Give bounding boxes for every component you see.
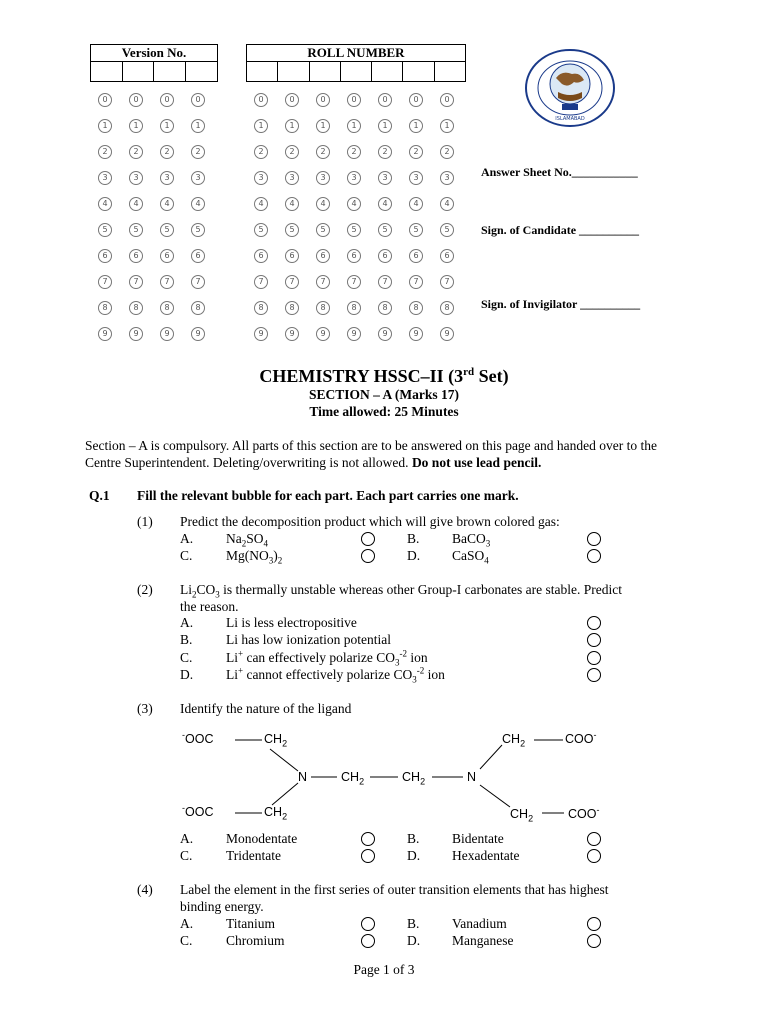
option-text: Manganese <box>452 933 514 948</box>
roll-digit-bubble[interactable]: 4 <box>409 197 423 211</box>
version-digit-bubble[interactable]: 4 <box>160 197 174 211</box>
roll-digit-box[interactable] <box>340 62 371 82</box>
roll-digit-bubble[interactable]: 1 <box>316 119 330 133</box>
roll-digit-bubble[interactable]: 0 <box>440 93 454 107</box>
roll-digit-bubble[interactable]: 4 <box>347 197 361 211</box>
version-digit-box[interactable] <box>154 62 186 82</box>
question-number: Q.1 <box>89 488 110 503</box>
roll-digit-bubble[interactable]: 6 <box>347 249 361 263</box>
roll-digit-bubble[interactable]: 7 <box>347 275 361 289</box>
option-text: BaCO$_3$ <box>452 531 491 549</box>
roll-digit-bubble[interactable]: 9 <box>347 327 361 341</box>
version-digit-bubble[interactable]: 2 <box>191 145 205 159</box>
roll-digit-bubble[interactable]: 5 <box>285 223 299 237</box>
version-digit-box[interactable] <box>91 62 123 82</box>
answer-bubble[interactable] <box>587 549 601 563</box>
roll-digit-bubble[interactable]: 6 <box>409 249 423 263</box>
roll-digit-bubble[interactable]: 3 <box>285 171 299 185</box>
roll-digit-bubble[interactable]: 2 <box>285 145 299 159</box>
roll-digit-bubble[interactable]: 2 <box>316 145 330 159</box>
methylene-group: $CH_2$ <box>510 807 534 824</box>
version-digit-bubble[interactable]: 8 <box>191 301 205 315</box>
roll-digit-bubble[interactable]: 2 <box>409 145 423 159</box>
version-label: Version No. <box>91 45 218 62</box>
answer-bubble[interactable] <box>587 616 601 630</box>
version-digit-bubble[interactable]: 0 <box>129 93 143 107</box>
part-3-question: Identify the nature of the ligand <box>180 701 352 716</box>
roll-digit-bubble[interactable]: 9 <box>316 327 330 341</box>
edta-ligand-diagram <box>180 725 610 825</box>
page-number: Page 1 of 3 <box>353 962 415 977</box>
roll-digit-bubble[interactable]: 5 <box>316 223 330 237</box>
roll-digit-bubble[interactable]: 6 <box>285 249 299 263</box>
version-digit-bubble[interactable]: 9 <box>129 327 143 341</box>
version-digit-bubble[interactable]: 0 <box>191 93 205 107</box>
carboxylate-group: COO- <box>565 729 597 746</box>
roll-digit-bubble[interactable]: 3 <box>440 171 454 185</box>
roll-digit-box[interactable] <box>247 62 278 82</box>
roll-digit-bubble[interactable]: 0 <box>316 93 330 107</box>
roll-digit-bubble[interactable]: 0 <box>347 93 361 107</box>
version-digit-bubble[interactable]: 9 <box>191 327 205 341</box>
roll-digit-bubble[interactable]: 9 <box>378 327 392 341</box>
methylene-group: $CH_2$ <box>264 732 288 749</box>
nitrogen-atom: N <box>298 770 308 784</box>
roll-digit-bubble[interactable]: 3 <box>378 171 392 185</box>
option-letter: B. <box>180 632 193 647</box>
roll-digit-bubble[interactable]: 6 <box>316 249 330 263</box>
roll-digit-box[interactable] <box>309 62 340 82</box>
version-digit-bubble[interactable]: 3 <box>191 171 205 185</box>
roll-digit-bubble[interactable]: 4 <box>378 197 392 211</box>
time-allowed: Time allowed: 25 Minutes <box>309 404 459 419</box>
answer-bubble[interactable] <box>587 917 601 931</box>
methylene-group: $CH_2$ <box>264 805 288 822</box>
version-digit-bubble[interactable]: 5 <box>160 223 174 237</box>
roll-digit-bubble[interactable]: 5 <box>409 223 423 237</box>
version-digit-bubble[interactable]: 5 <box>191 223 205 237</box>
roll-digit-bubble[interactable]: 9 <box>285 327 299 341</box>
version-digit-bubble[interactable]: 7 <box>98 275 112 289</box>
option-letter: D. <box>180 667 194 682</box>
option-letter: D. <box>407 933 421 948</box>
option-letter: A. <box>180 615 194 630</box>
ligand-bonds <box>180 725 610 825</box>
version-digit-bubble[interactable]: 1 <box>98 119 112 133</box>
version-digit-bubble[interactable]: 8 <box>160 301 174 315</box>
version-digit-bubble[interactable]: 2 <box>129 145 143 159</box>
board-logo <box>522 48 618 128</box>
question-instruction: Fill the relevant bubble for each part. Each part carries one mark. <box>137 488 519 503</box>
board-logo-icon <box>522 48 618 128</box>
svg-text:ISLAMABAD: ISLAMABAD <box>555 116 585 122</box>
version-digit-box[interactable] <box>186 62 218 82</box>
answer-bubble[interactable] <box>361 917 375 931</box>
roll-digit-bubble[interactable]: 1 <box>285 119 299 133</box>
roll-digit-bubble[interactable]: 6 <box>440 249 454 263</box>
roll-digit-bubble[interactable]: 2 <box>254 145 268 159</box>
option-letter: C. <box>180 933 193 948</box>
roll-digit-bubble[interactable]: 8 <box>316 301 330 315</box>
option-text: Li+ can effectively polarize $CO_3^{-2}$ ion <box>226 648 428 668</box>
version-digit-bubble[interactable]: 2 <box>98 145 112 159</box>
answer-bubble[interactable] <box>587 934 601 948</box>
version-digit-bubble[interactable]: 3 <box>129 171 143 185</box>
answer-bubble[interactable] <box>361 549 375 563</box>
option-text: Vanadium <box>452 916 507 931</box>
roll-digit-bubble[interactable]: 8 <box>378 301 392 315</box>
roll-digit-bubble[interactable]: 4 <box>316 197 330 211</box>
roll-digit-bubble[interactable]: 3 <box>347 171 361 185</box>
version-digit-bubble[interactable]: 5 <box>98 223 112 237</box>
roll-digit-bubble[interactable]: 2 <box>440 145 454 159</box>
roll-digit-bubble[interactable]: 0 <box>285 93 299 107</box>
roll-digit-bubble[interactable]: 0 <box>409 93 423 107</box>
option-letter: C. <box>180 848 193 863</box>
version-digit-bubble[interactable]: 3 <box>160 171 174 185</box>
roll-number-table <box>246 44 466 82</box>
answer-bubble[interactable] <box>587 668 601 682</box>
roll-digit-bubble[interactable]: 8 <box>409 301 423 315</box>
version-digit-bubble[interactable]: 0 <box>160 93 174 107</box>
version-digit-bubble[interactable]: 7 <box>160 275 174 289</box>
roll-digit-bubble[interactable]: 3 <box>409 171 423 185</box>
version-digit-bubble[interactable]: 6 <box>129 249 143 263</box>
roll-digit-box[interactable] <box>434 62 465 82</box>
option-letter: A. <box>180 531 194 546</box>
answer-bubble[interactable] <box>361 934 375 948</box>
option-letter: D. <box>407 548 421 563</box>
roll-digit-bubble[interactable]: 8 <box>347 301 361 315</box>
roll-digit-bubble[interactable]: 7 <box>409 275 423 289</box>
option-text: CaSO$_4$ <box>452 548 489 566</box>
option-text: Monodentate <box>226 831 298 846</box>
answer-sheet-number[interactable]: Answer Sheet No.___________ <box>481 165 638 179</box>
version-digit-bubble[interactable]: 6 <box>191 249 205 263</box>
answer-bubble[interactable] <box>587 651 601 665</box>
version-digit-bubble[interactable]: 8 <box>98 301 112 315</box>
roll-digit-bubble[interactable]: 5 <box>254 223 268 237</box>
option-text: Chromium <box>226 933 285 948</box>
version-digit-bubble[interactable]: 1 <box>129 119 143 133</box>
roll-digit-bubble[interactable]: 4 <box>254 197 268 211</box>
version-digit-bubble[interactable]: 9 <box>160 327 174 341</box>
version-digit-bubble[interactable]: 2 <box>160 145 174 159</box>
roll-digit-bubble[interactable]: 9 <box>254 327 268 341</box>
answer-bubble[interactable] <box>587 633 601 647</box>
part-2-question: $Li_2CO_3$ is thermally unstable whereas other Group-I carbonates are stable. Predict <box>180 582 622 600</box>
roll-digit-bubble[interactable]: 8 <box>440 301 454 315</box>
roll-digit-bubble[interactable]: 4 <box>285 197 299 211</box>
version-digit-bubble[interactable]: 1 <box>160 119 174 133</box>
roll-digit-box[interactable] <box>278 62 309 82</box>
option-text: $Mg(NO_3)_2$ <box>226 548 283 566</box>
carboxylate-group: -OOC <box>182 802 214 819</box>
roll-digit-bubble[interactable]: 3 <box>254 171 268 185</box>
section-heading: SECTION – A (Marks 17) <box>308 387 460 402</box>
version-number-table <box>90 44 218 82</box>
carboxylate-group: COO- <box>568 804 600 821</box>
methylene-group: $CH_2$ <box>502 732 526 749</box>
part-number: (1) <box>137 514 153 529</box>
version-digit-box[interactable] <box>122 62 154 82</box>
answer-bubble[interactable] <box>361 832 375 846</box>
part-number: (2) <box>137 582 153 597</box>
roll-digit-bubble[interactable]: 7 <box>285 275 299 289</box>
roll-digit-box[interactable] <box>403 62 434 82</box>
roll-digit-bubble[interactable]: 2 <box>347 145 361 159</box>
roll-digit-bubble[interactable]: 8 <box>285 301 299 315</box>
roll-digit-bubble[interactable]: 7 <box>254 275 268 289</box>
version-digit-bubble[interactable]: 4 <box>191 197 205 211</box>
answer-bubble[interactable] <box>587 532 601 546</box>
roll-digit-bubble[interactable]: 1 <box>254 119 268 133</box>
option-letter: A. <box>180 831 194 846</box>
version-digit-bubble[interactable]: 3 <box>98 171 112 185</box>
instructions: Section – A is compulsory. All parts of this section are to be answered on this page and handed over to the Centre Superintendent. Deleting/overwriting is not allowed. Do not use lead pencil. <box>85 438 658 470</box>
answer-bubble[interactable] <box>587 849 601 863</box>
option-text: Tridentate <box>226 848 281 863</box>
version-digit-bubble[interactable]: 0 <box>98 93 112 107</box>
roll-digit-bubble[interactable]: 8 <box>254 301 268 315</box>
part-4-question-cont: binding energy. <box>180 899 264 914</box>
roll-digit-bubble[interactable]: 5 <box>440 223 454 237</box>
version-digit-bubble[interactable]: 4 <box>98 197 112 211</box>
part-4-question: Label the element in the first series of outer transition elements that has highest <box>180 882 609 897</box>
option-text: Bidentate <box>452 831 504 846</box>
roll-digit-bubble[interactable]: 2 <box>378 145 392 159</box>
roll-digit-bubble[interactable]: 0 <box>254 93 268 107</box>
roll-digit-bubble[interactable]: 7 <box>316 275 330 289</box>
part-2-question-cont: the reason. <box>180 599 239 614</box>
roll-digit-bubble[interactable]: 9 <box>409 327 423 341</box>
option-letter: B. <box>407 831 420 846</box>
version-digit-bubble[interactable]: 6 <box>98 249 112 263</box>
version-digit-bubble[interactable]: 7 <box>191 275 205 289</box>
version-digit-bubble[interactable]: 1 <box>191 119 205 133</box>
roll-digit-bubble[interactable]: 7 <box>440 275 454 289</box>
roll-digit-bubble[interactable]: 1 <box>378 119 392 133</box>
version-digit-bubble[interactable]: 9 <box>98 327 112 341</box>
answer-bubble[interactable] <box>587 832 601 846</box>
roll-digit-bubble[interactable]: 6 <box>254 249 268 263</box>
roll-digit-bubble[interactable]: 4 <box>440 197 454 211</box>
roll-digit-bubble[interactable]: 9 <box>440 327 454 341</box>
option-letter: C. <box>180 548 193 563</box>
nitrogen-atom: N <box>467 770 477 784</box>
option-text: Hexadentate <box>452 848 520 863</box>
roll-digit-bubble[interactable]: 6 <box>378 249 392 263</box>
roll-digit-bubble[interactable]: 1 <box>440 119 454 133</box>
roll-digit-box[interactable] <box>372 62 403 82</box>
roll-digit-bubble[interactable]: 7 <box>378 275 392 289</box>
option-letter: C. <box>180 650 193 665</box>
version-digit-bubble[interactable]: 7 <box>129 275 143 289</box>
candidate-signature[interactable]: Sign. of Candidate __________ <box>481 223 640 237</box>
methylene-group: $CH_2$ <box>402 770 426 787</box>
answer-bubble[interactable] <box>361 532 375 546</box>
option-text: Titanium <box>226 916 276 931</box>
option-text: $Na_2SO_4$ <box>226 531 269 549</box>
option-letter: B. <box>407 916 420 931</box>
part-number: (4) <box>137 882 153 897</box>
version-digit-bubble[interactable]: 6 <box>160 249 174 263</box>
roll-digit-bubble[interactable]: 1 <box>409 119 423 133</box>
roll-digit-bubble[interactable]: 0 <box>378 93 392 107</box>
methylene-group: $CH_2$ <box>341 770 365 787</box>
option-letter: B. <box>407 531 420 546</box>
option-text: Li+ cannot effectively polarize $CO_3^{-2}$ ion <box>226 665 445 685</box>
version-digit-bubble[interactable]: 4 <box>129 197 143 211</box>
option-text: Li is less electropositive <box>226 615 357 630</box>
answer-bubble[interactable] <box>361 849 375 863</box>
part-number: (3) <box>137 701 153 716</box>
option-letter: D. <box>407 848 421 863</box>
roll-digit-bubble[interactable]: 1 <box>347 119 361 133</box>
roll-digit-bubble[interactable]: 3 <box>316 171 330 185</box>
carboxylate-group: -OOC <box>182 729 214 746</box>
paper-title: CHEMISTRY HSSC–II (3rd Set) <box>259 366 509 386</box>
invigilator-signature[interactable]: Sign. of Invigilator __________ <box>481 297 641 311</box>
roll-digit-bubble[interactable]: 5 <box>347 223 361 237</box>
part-1-question: Predict the decomposition product which will give brown colored gas: <box>180 514 560 529</box>
option-letter: A. <box>180 916 194 931</box>
version-digit-bubble[interactable]: 8 <box>129 301 143 315</box>
roll-number-label: ROLL NUMBER <box>247 45 466 62</box>
option-text: Li has low ionization potential <box>226 632 391 647</box>
version-digit-bubble[interactable]: 5 <box>129 223 143 237</box>
roll-digit-bubble[interactable]: 5 <box>378 223 392 237</box>
